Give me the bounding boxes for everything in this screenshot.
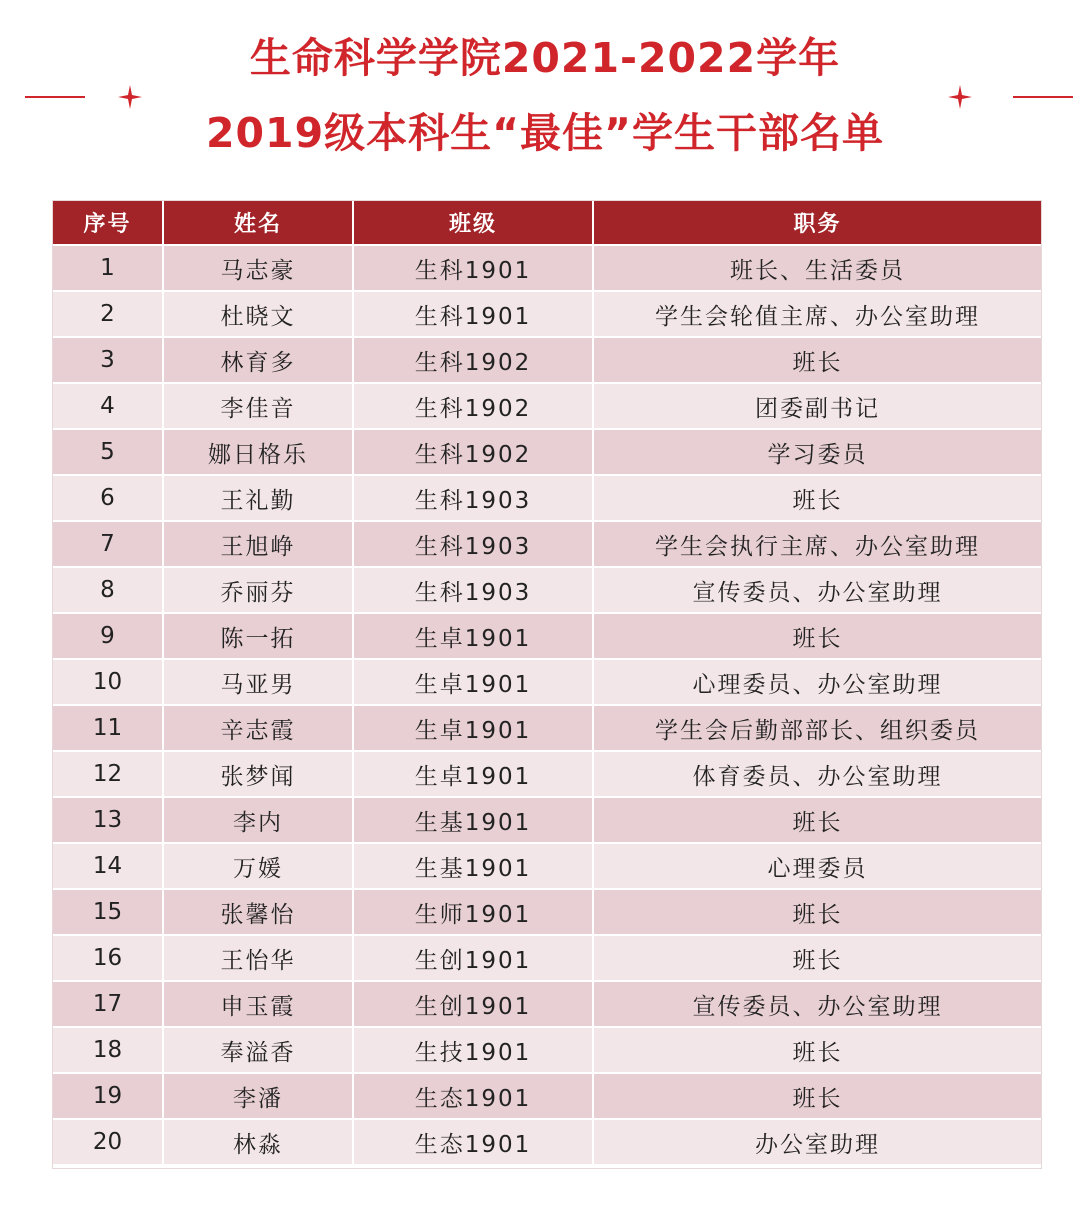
cell-name: 奉溢香 <box>163 1027 353 1073</box>
sparkle-icon <box>946 83 974 111</box>
cell-name: 马亚男 <box>163 659 353 705</box>
cell-class: 生科1902 <box>353 337 593 383</box>
cell-index: 10 <box>53 659 163 705</box>
cell-name: 李佳音 <box>163 383 353 429</box>
table-row <box>53 935 1041 981</box>
cell-index: 13 <box>53 797 163 843</box>
column-header-class: 班级 <box>353 201 593 245</box>
cell-class: 生卓1901 <box>353 659 593 705</box>
cell-name: 王旭峥 <box>163 521 353 567</box>
cell-position: 班长 <box>593 337 1041 383</box>
table-row <box>53 291 1041 337</box>
table-row <box>53 981 1041 1027</box>
cell-class: 生科1901 <box>353 291 593 337</box>
column-header-index: 序号 <box>53 201 163 245</box>
cell-index: 6 <box>53 475 163 521</box>
cell-class: 生基1901 <box>353 797 593 843</box>
cell-class: 生创1901 <box>353 935 593 981</box>
table-row <box>53 429 1041 475</box>
cell-class: 生态1901 <box>353 1119 593 1164</box>
cell-position: 班长 <box>593 889 1041 935</box>
cell-index: 16 <box>53 935 163 981</box>
cell-class: 生态1901 <box>353 1073 593 1119</box>
cell-position: 学生会轮值主席、办公室助理 <box>593 291 1041 337</box>
table-row <box>53 1027 1041 1073</box>
cell-class: 生科1903 <box>353 475 593 521</box>
page-header <box>0 0 1090 190</box>
cell-name: 张梦闻 <box>163 751 353 797</box>
table-row <box>53 567 1041 613</box>
cell-position: 班长 <box>593 935 1041 981</box>
cell-name: 申玉霞 <box>163 981 353 1027</box>
cell-index: 18 <box>53 1027 163 1073</box>
cell-name: 林淼 <box>163 1119 353 1164</box>
cell-position: 团委副书记 <box>593 383 1041 429</box>
table-row <box>53 659 1041 705</box>
cell-position: 体育委员、办公室助理 <box>593 751 1041 797</box>
title-rule-right <box>1013 96 1073 98</box>
table-row <box>53 705 1041 751</box>
table-row <box>53 521 1041 567</box>
cadre-table-container <box>53 201 1041 1168</box>
cell-index: 9 <box>53 613 163 659</box>
table-body <box>53 245 1041 1164</box>
cell-class: 生科1903 <box>353 567 593 613</box>
table-row <box>53 337 1041 383</box>
cell-name: 辛志霞 <box>163 705 353 751</box>
cell-name: 李潘 <box>163 1073 353 1119</box>
cell-position: 班长 <box>593 1027 1041 1073</box>
page-title-line-1: 生命科学学院2021-2022学年 <box>249 34 841 82</box>
cell-class: 生技1901 <box>353 1027 593 1073</box>
cell-index: 17 <box>53 981 163 1027</box>
cell-index: 14 <box>53 843 163 889</box>
cell-index: 11 <box>53 705 163 751</box>
cell-class: 生卓1901 <box>353 751 593 797</box>
cell-name: 陈一拓 <box>163 613 353 659</box>
cell-index: 19 <box>53 1073 163 1119</box>
cell-class: 生科1902 <box>353 429 593 475</box>
cell-index: 3 <box>53 337 163 383</box>
cell-index: 1 <box>53 245 163 291</box>
cell-position: 班长、生活委员 <box>593 245 1041 291</box>
cell-class: 生科1902 <box>353 383 593 429</box>
table-row <box>53 797 1041 843</box>
cell-class: 生基1901 <box>353 843 593 889</box>
cell-position: 心理委员 <box>593 843 1041 889</box>
cell-position: 学生会执行主席、办公室助理 <box>593 521 1041 567</box>
cell-position: 班长 <box>593 475 1041 521</box>
cell-position: 心理委员、办公室助理 <box>593 659 1041 705</box>
table-row <box>53 383 1041 429</box>
title-rule-left <box>25 96 85 98</box>
table-row <box>53 751 1041 797</box>
table-row <box>53 613 1041 659</box>
cell-position: 班长 <box>593 1073 1041 1119</box>
cell-class: 生科1903 <box>353 521 593 567</box>
table-header-row <box>53 201 1041 245</box>
cell-name: 杜晓文 <box>163 291 353 337</box>
table-row <box>53 889 1041 935</box>
cell-name: 乔丽芬 <box>163 567 353 613</box>
cadre-table <box>53 201 1041 1164</box>
cell-position: 班长 <box>593 613 1041 659</box>
cell-name: 林育多 <box>163 337 353 383</box>
cell-name: 万媛 <box>163 843 353 889</box>
cell-position: 办公室助理 <box>593 1119 1041 1164</box>
column-header-name: 姓名 <box>163 201 353 245</box>
cell-name: 娜日格乐 <box>163 429 353 475</box>
cell-position: 班长 <box>593 797 1041 843</box>
cell-index: 20 <box>53 1119 163 1164</box>
cell-name: 张馨怡 <box>163 889 353 935</box>
cell-name: 李内 <box>163 797 353 843</box>
cell-class: 生师1901 <box>353 889 593 935</box>
cell-class: 生创1901 <box>353 981 593 1027</box>
cell-position: 宣传委员、办公室助理 <box>593 567 1041 613</box>
table-row <box>53 1073 1041 1119</box>
cell-class: 生卓1901 <box>353 705 593 751</box>
column-header-position: 职务 <box>593 201 1041 245</box>
cell-position: 学生会后勤部部长、组织委员 <box>593 705 1041 751</box>
cell-class: 生科1901 <box>353 245 593 291</box>
cell-name: 王怡华 <box>163 935 353 981</box>
table-row <box>53 843 1041 889</box>
table-row <box>53 245 1041 291</box>
cell-index: 15 <box>53 889 163 935</box>
cell-index: 2 <box>53 291 163 337</box>
table-row <box>53 1119 1041 1164</box>
cell-position: 学习委员 <box>593 429 1041 475</box>
cell-name: 王礼勤 <box>163 475 353 521</box>
page-title-line-2: 2019级本科生“最佳”学生干部名单 <box>205 109 884 157</box>
cell-index: 5 <box>53 429 163 475</box>
table-row <box>53 475 1041 521</box>
cell-index: 8 <box>53 567 163 613</box>
sparkle-icon <box>116 83 144 111</box>
cell-position: 宣传委员、办公室助理 <box>593 981 1041 1027</box>
cell-index: 4 <box>53 383 163 429</box>
cell-index: 7 <box>53 521 163 567</box>
cell-class: 生卓1901 <box>353 613 593 659</box>
cell-name: 马志豪 <box>163 245 353 291</box>
cell-index: 12 <box>53 751 163 797</box>
